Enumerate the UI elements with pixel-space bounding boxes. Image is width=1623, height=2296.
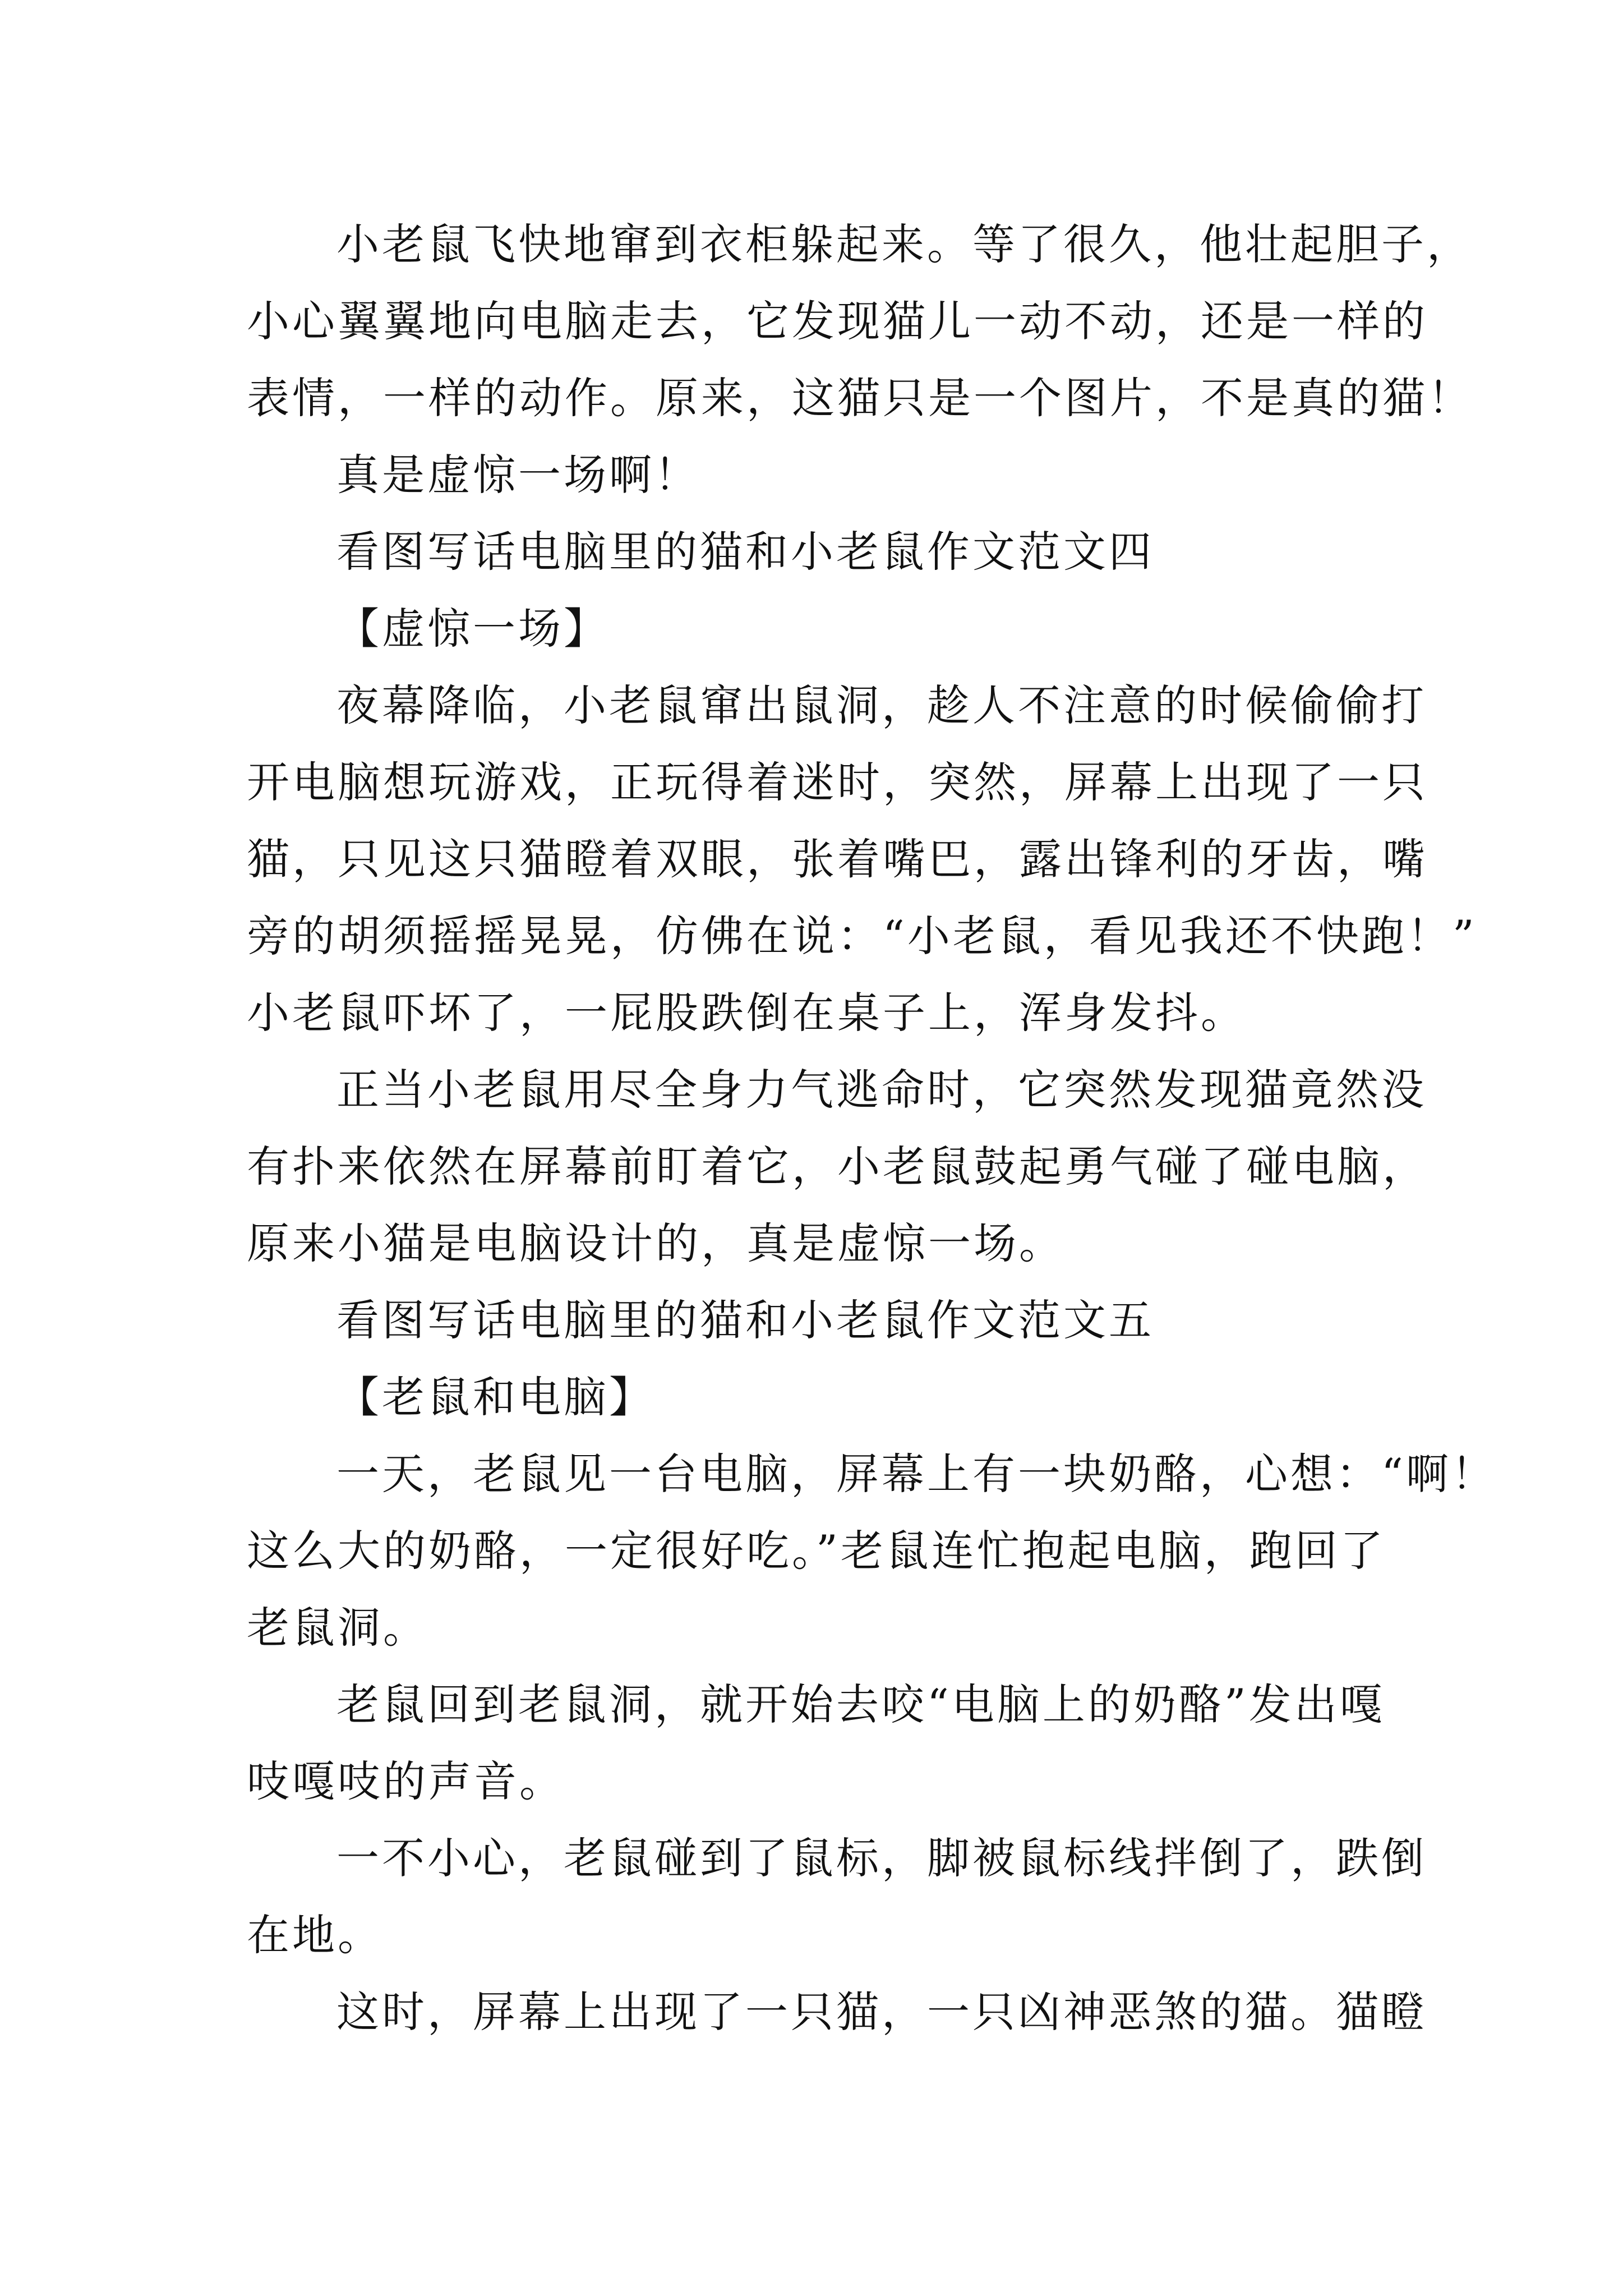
text-line: 有扑来依然在屏幕前盯着它，小老鼠鼓起勇气碰了碰电脑，	[247, 1142, 1428, 1191]
text-line: 真是虚惊一场啊！	[336, 450, 700, 500]
text-line: 老鼠回到老鼠洞，就开始去咬“电脑上的奶酪”发出嘎	[336, 1680, 1385, 1729]
text-line: 开电脑想玩游戏，正玩得着迷时，突然，屏幕上出现了一只	[247, 757, 1428, 807]
text-line: 旁的胡须摇摇晃晃，仿佛在说：“小老鼠，看见我还不快跑！”	[247, 911, 1477, 961]
text-line: 一天，老鼠见一台电脑，屏幕上有一块奶酪，心想：“啊！	[336, 1449, 1497, 1499]
text-line: 一不小心，老鼠碰到了鼠标，脚被鼠标线拌倒了，跌倒	[336, 1833, 1427, 1883]
text-line: 这么大的奶酪，一定很好吃。”老鼠连忙抱起电脑，跑回了	[247, 1526, 1386, 1576]
text-line: 吱嘎吱的声音。	[247, 1756, 565, 1806]
text-line: 小心翼翼地向电脑走去，它发现猫儿一动不动，还是一样的	[247, 296, 1428, 346]
text-line: 小老鼠吓坏了，一屁股跌倒在桌子上，浑身发抖。	[247, 988, 1246, 1038]
text-line: 老鼠洞。	[247, 1603, 428, 1653]
text-line: 表情，一样的动作。原来，这猫只是一个图片，不是真的猫！	[247, 373, 1473, 423]
section-title: 看图写话电脑里的猫和小老鼠作文范文五	[336, 1295, 1154, 1345]
essay-heading: 【虚惊一场】	[336, 604, 609, 654]
text-line: 正当小老鼠用尽全身力气逃命时，它突然发现猫竟然没	[336, 1065, 1427, 1115]
text-line: 原来小猫是电脑设计的，真是虚惊一场。	[247, 1218, 1064, 1268]
section-title: 看图写话电脑里的猫和小老鼠作文范文四	[336, 527, 1154, 577]
text-line: 在地。	[247, 1910, 383, 1960]
text-line: 猫，只见这只猫瞪着双眼，张着嘴巴，露出锋利的牙齿，嘴	[247, 834, 1428, 884]
text-line: 这时，屏幕上出现了一只猫，一只凶神恶煞的猫。猫瞪	[336, 1987, 1427, 2037]
essay-heading: 【老鼠和电脑】	[336, 1372, 654, 1422]
text-line: 小老鼠飞快地窜到衣柜躲起来。等了很久，他壮起胆子，	[336, 219, 1472, 269]
text-line: 夜幕降临，小老鼠窜出鼠洞，趁人不注意的时候偷偷打	[336, 680, 1427, 730]
